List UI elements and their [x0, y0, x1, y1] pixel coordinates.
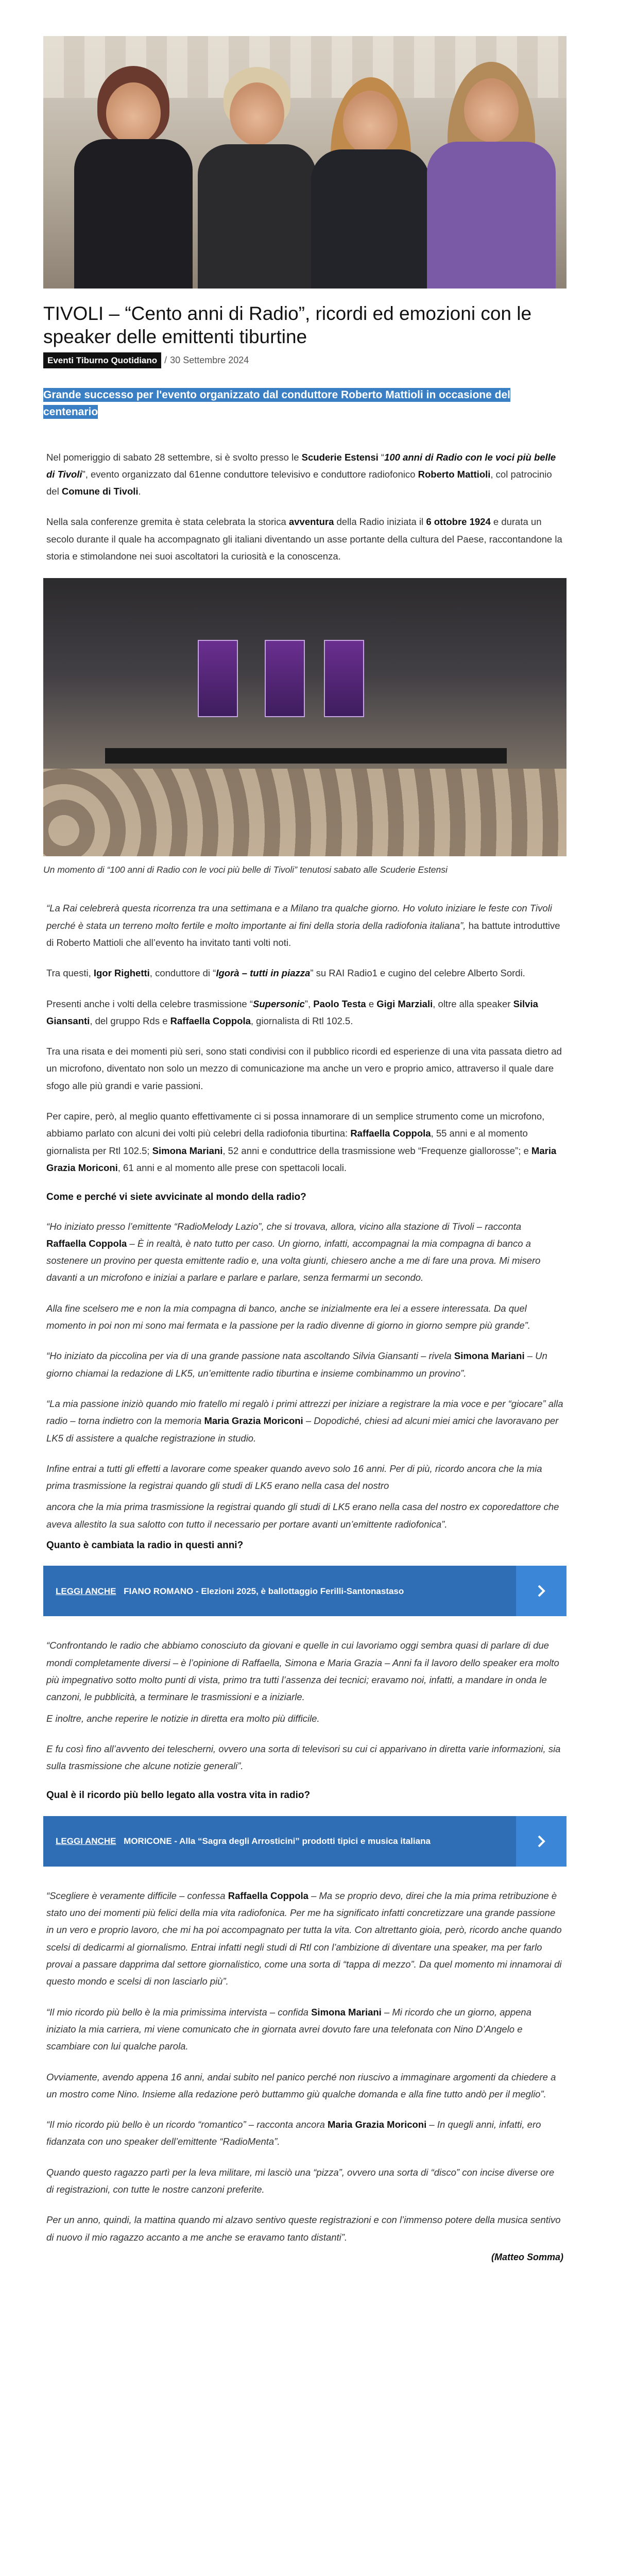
related-article-text[interactable] [43, 1584, 404, 1598]
related-label[interactable]: LEGGI ANCHE [56, 1586, 116, 1596]
paragraph: Tra questi, Igor Righetti, conduttore di “Igorà – tutti in piazza” su RAI Radio1 e cugino del celebre Alberto Sordi. [46, 968, 525, 979]
paragraph: Per un anno, quindi, la mattina quando mi alzavo sentivo queste registrazioni e con l’immenso potere della musica sentivo di nuovo il mio ragazzo accanto a me anche se eravamo tanto distanti”. [46, 2214, 561, 2243]
event-banner [265, 640, 305, 717]
paragraph: Nella sala conferenze gremita è stata celebrata la storica avventura della Radio iniziata il 6 ottobre 1924 e durata un secolo durante il quale ha accompagnato gli italiani diventando un asse portante della cultura del Paese, raccontandone la storia e stimolandone nei suoi ascoltatori la curiosità e la conoscenza. [46, 516, 562, 562]
paragraph: Ovviamente, avendo appena 16 anni, andai subito nel panico perché non riuscivo a immaginare argomenti da chiedere a un mostro come Nino. Insieme alla redazione però buttammo giù qualche domanda e alla fine tutto andò per il meglio”. [46, 2071, 556, 2099]
paragraph: Quando questo ragazzo partì per la leva militare, mi lasciò una “pizza”, ovvero una sorta di “disco” con incise diverse ore di registrazioni, con tutte le nostre canzoni preferite. [46, 2166, 555, 2195]
category-badge[interactable] [43, 352, 161, 368]
event-photo [43, 578, 566, 856]
source-label[interactable]: Tiburno Quotidiano [76, 355, 158, 366]
paragraph: “Il mio ricordo più bello è la mia primissima intervista – confida Simona Mariani – Mi ricordo che un giorno, appena iniziato la mia carriera, mi viene comunicato che in giornata avrei dovuto fare una telefonata con Nino D’Angelo e scambiare con lui qualche parola. [46, 2006, 531, 2052]
related-title[interactable]: FIANO ROMANO - Elezioni 2025, è ballottaggio Ferilli-Santonastaso [124, 1586, 404, 1596]
article [43, 36, 566, 2265]
event-banner [198, 640, 238, 717]
paragraph: Presenti anche i volti della celebre trasmissione “Supersonic”, Paolo Testa e Gigi Marziali, oltre alla speaker Silvia Giansanti, del gruppo Rds e Raffaella Coppola, giornalista di Rtl 102.5. [46, 998, 538, 1026]
person-silhouette [74, 62, 193, 289]
paragraph: “Confrontando le radio che abbiamo conosciuto da giovani e quelle in cui lavoriamo oggi sembra quasi di parlare di due mondi completamente diversi – è l’opinione di Raffaella, Simona e Maria Grazia – Anni fa il lavoro dello speaker era molto più impegnativo sotto molto punti di vista, primo tra tutti l’assenza dei tecnici; eravamo noi, infatti, a mandare in onda le canzoni, le pubblicità, a terminare le trasmissioni e a iniziarle. [46, 1640, 559, 1703]
paragraph: “La mia passione iniziò quando mio fratello mi regalò i primi attrezzi per iniziare a registrare la mia voce e per “giocare” alla radio – torna indietro con la memoria Maria Grazia Moriconi – Dopodiché, chiesi ad alcuni miei amici che lavoravano per LK5 di assistere a qualche registrazione in studio. [46, 1398, 563, 1444]
related-article-link[interactable] [43, 1566, 566, 1616]
hero-photo [43, 36, 566, 289]
paragraph: “La Rai celebrerà questa ricorrenza tra una settimana e a Milano tra qualche giorno. Ho voluto iniziare le feste con Tivoli perché è stata un terreno molto fertile e molto importante ai fini della storia della radiofonia italiana”, ha battute introduttive di Roberto Mattioli che all’evento ha invitato tanti volti noti. [46, 903, 560, 948]
article-summary [43, 387, 566, 420]
category-label[interactable]: Eventi [47, 355, 74, 366]
paragraph: “Ho iniziato da piccolina per via di una grande passione nata ascoltando Silvia Giansanti – rivela Simona Mariani – Un giorno chiamai la redazione di LK5, un’emittente radio tiburtina e insieme combinammo un provino”. [46, 1350, 547, 1379]
person-silhouette [427, 62, 556, 289]
person-silhouette [198, 67, 316, 289]
author-signature: (Matteo Somma) [491, 2251, 563, 2262]
paragraph: Per capire, però, al meglio quanto effettivamente ci si possa innamorare di un semplice strumento come un microfono, abbiamo parlato con alcuni dei volti più celebri della radiofonia tiburtina: Raffaella Coppola, 55 anni e al momento giornalista per Rtl 102.5; Simona Mariani, 52 anni e conduttrice della trasmissione web “Frequenze giallorosse”; e Maria Grazia Moriconi, 61 anni e al momento alle prese con spettacoli locali. [46, 1110, 557, 1173]
related-label[interactable]: LEGGI ANCHE [56, 1836, 116, 1846]
date-separator: / [164, 355, 167, 366]
paragraph: Alla fine scelsero me e non la mia compagna di banco, anche se inizialmente era lei a essere interessata. Da quel momento in poi non mi sono mai fermata e la passione per la radio divenne di giorno in giorno sempre più grande”. [46, 1302, 530, 1331]
paragraph: ancora che la mia prima trasmissione la registrai quando gli studi di LK5 erano nella casa del nostro ex coporedattore che aveva allestito la sua salotto con tutto il necessario per portare avanti un’emittente radiofonica”. [46, 1501, 559, 1530]
paragraph: Nel pomeriggio di sabato 28 settembre, si è svolto presso le Scuderie Estensi “100 anni di Radio con le voci più belle di Tivoli”, evento organizzato dal 61enne conduttore televisivo e conduttore radiofonico Roberto Mattioli, col patrocinio del Comune di Tivoli. [46, 451, 556, 497]
related-article-text[interactable] [43, 1834, 431, 1848]
person-silhouette [311, 72, 430, 289]
paragraph: “Scegliere è veramente difficile – confessa Raffaella Coppola – Ma se proprio devo, direi che la mia prima retribuzione è stato uno dei momenti più felici della mia vita radiofonica. Per me ha significato infatti concretizzare una grande passione in un vero e proprio lavoro, che mi ha poi accompagnato per tutta la vita. Con altrettanto gioia, però, ricordo anche quando scelsi di dedicarmi al giornalismo. Entrai infatti negli studi di Rtl con l’ambizione di diventare una speaker, ma per farlo provai a passare dapprima dal settore giornalistico, come una sorta di “tappa di mezzo”. Da quel momento mi innamorai di questo mondo e scelsi di non lasciarlo più”. [46, 1890, 562, 1987]
section-heading: Qual è il ricordo più bello legato alla vostra vita in radio? [46, 1790, 311, 1801]
paragraph: E inoltre, anche reperire le notizie in diretta era molto più difficile. [46, 1713, 320, 1724]
article-meta [43, 352, 566, 368]
paragraph: “Ho iniziato presso l’emittente “RadioMelody Lazio”, che si trovava, allora, vicino alla stazione di Tivoli – racconta Raffaella Coppola – È in realtà, è nato tutto per caso. Un giorno, infatti, accompagnai la mia compagna di banco a sostenere un provino per questa emittente radio e, una volta giunti, chiesero anche a me di fare una prova. Mi misero davanti a un microfono e iniziai a parlare e parlare e parlare, senza fermarmi un secondo. [46, 1221, 541, 1283]
photo-caption: Un momento di “100 anni di Radio con le voci più belle di Tivoli” tenutosi sabato alle Scuderie Estensi [43, 865, 448, 875]
section-heading: Come e perché vi siete avvicinate al mondo della radio? [46, 1192, 306, 1203]
article-date: 30 Settembre 2024 [170, 355, 249, 366]
chevron-right-icon[interactable] [516, 1816, 566, 1867]
paragraph: Infine entrai a tutti gli effetti a lavorare come speaker quando avevo solo 16 anni. Per di più, ricordo ancora che la mia prima trasmissione la registrai quando gli studi di LK5 erano nella casa del nostro [46, 1463, 542, 1492]
related-article-link[interactable] [43, 1816, 566, 1867]
event-banner [324, 640, 364, 717]
paragraph: Tra una risata e dei momenti più seri, sono stati condivisi con il pubblico ricordi ed esperienze di una vita passata dietro ad un microfono, diventato non solo un mezzo di comunicazione ma anche un vero e proprio amico, attraverso il quale dare sfogo alle più grandi e varie passioni. [46, 1046, 562, 1091]
summary-text: Grande successo per l'evento organizzato dal conduttore Roberto Mattioli in occasione del centenario [43, 389, 510, 418]
paragraph: E fu così fino all’avvento dei telescherni, ovvero una sorta di televisori su cui ci apparivano in diretta varie informazioni, sia sulla trasmissione che alcune notizie generali”. [46, 1743, 561, 1772]
section-heading: Quanto è cambiata la radio in questi anni? [46, 1540, 244, 1551]
related-title[interactable]: MORICONE - Alla “Sagra degli Arrosticini” prodotti tipici e musica italiana [124, 1836, 431, 1846]
chevron-right-icon[interactable] [516, 1566, 566, 1616]
paragraph: “Il mio ricordo più bello è un ricordo “romantico” – racconta ancora Maria Grazia Moriconi – In quegli anni, infatti, ero fidanzata con uno speaker dell’emittente “RadioMenta”. [46, 2119, 541, 2147]
article-body [43, 449, 566, 2265]
article-title: TIVOLI – “Cento anni di Radio”, ricordi ed emozioni con le speaker delle emittenti tiburtine [43, 303, 532, 348]
